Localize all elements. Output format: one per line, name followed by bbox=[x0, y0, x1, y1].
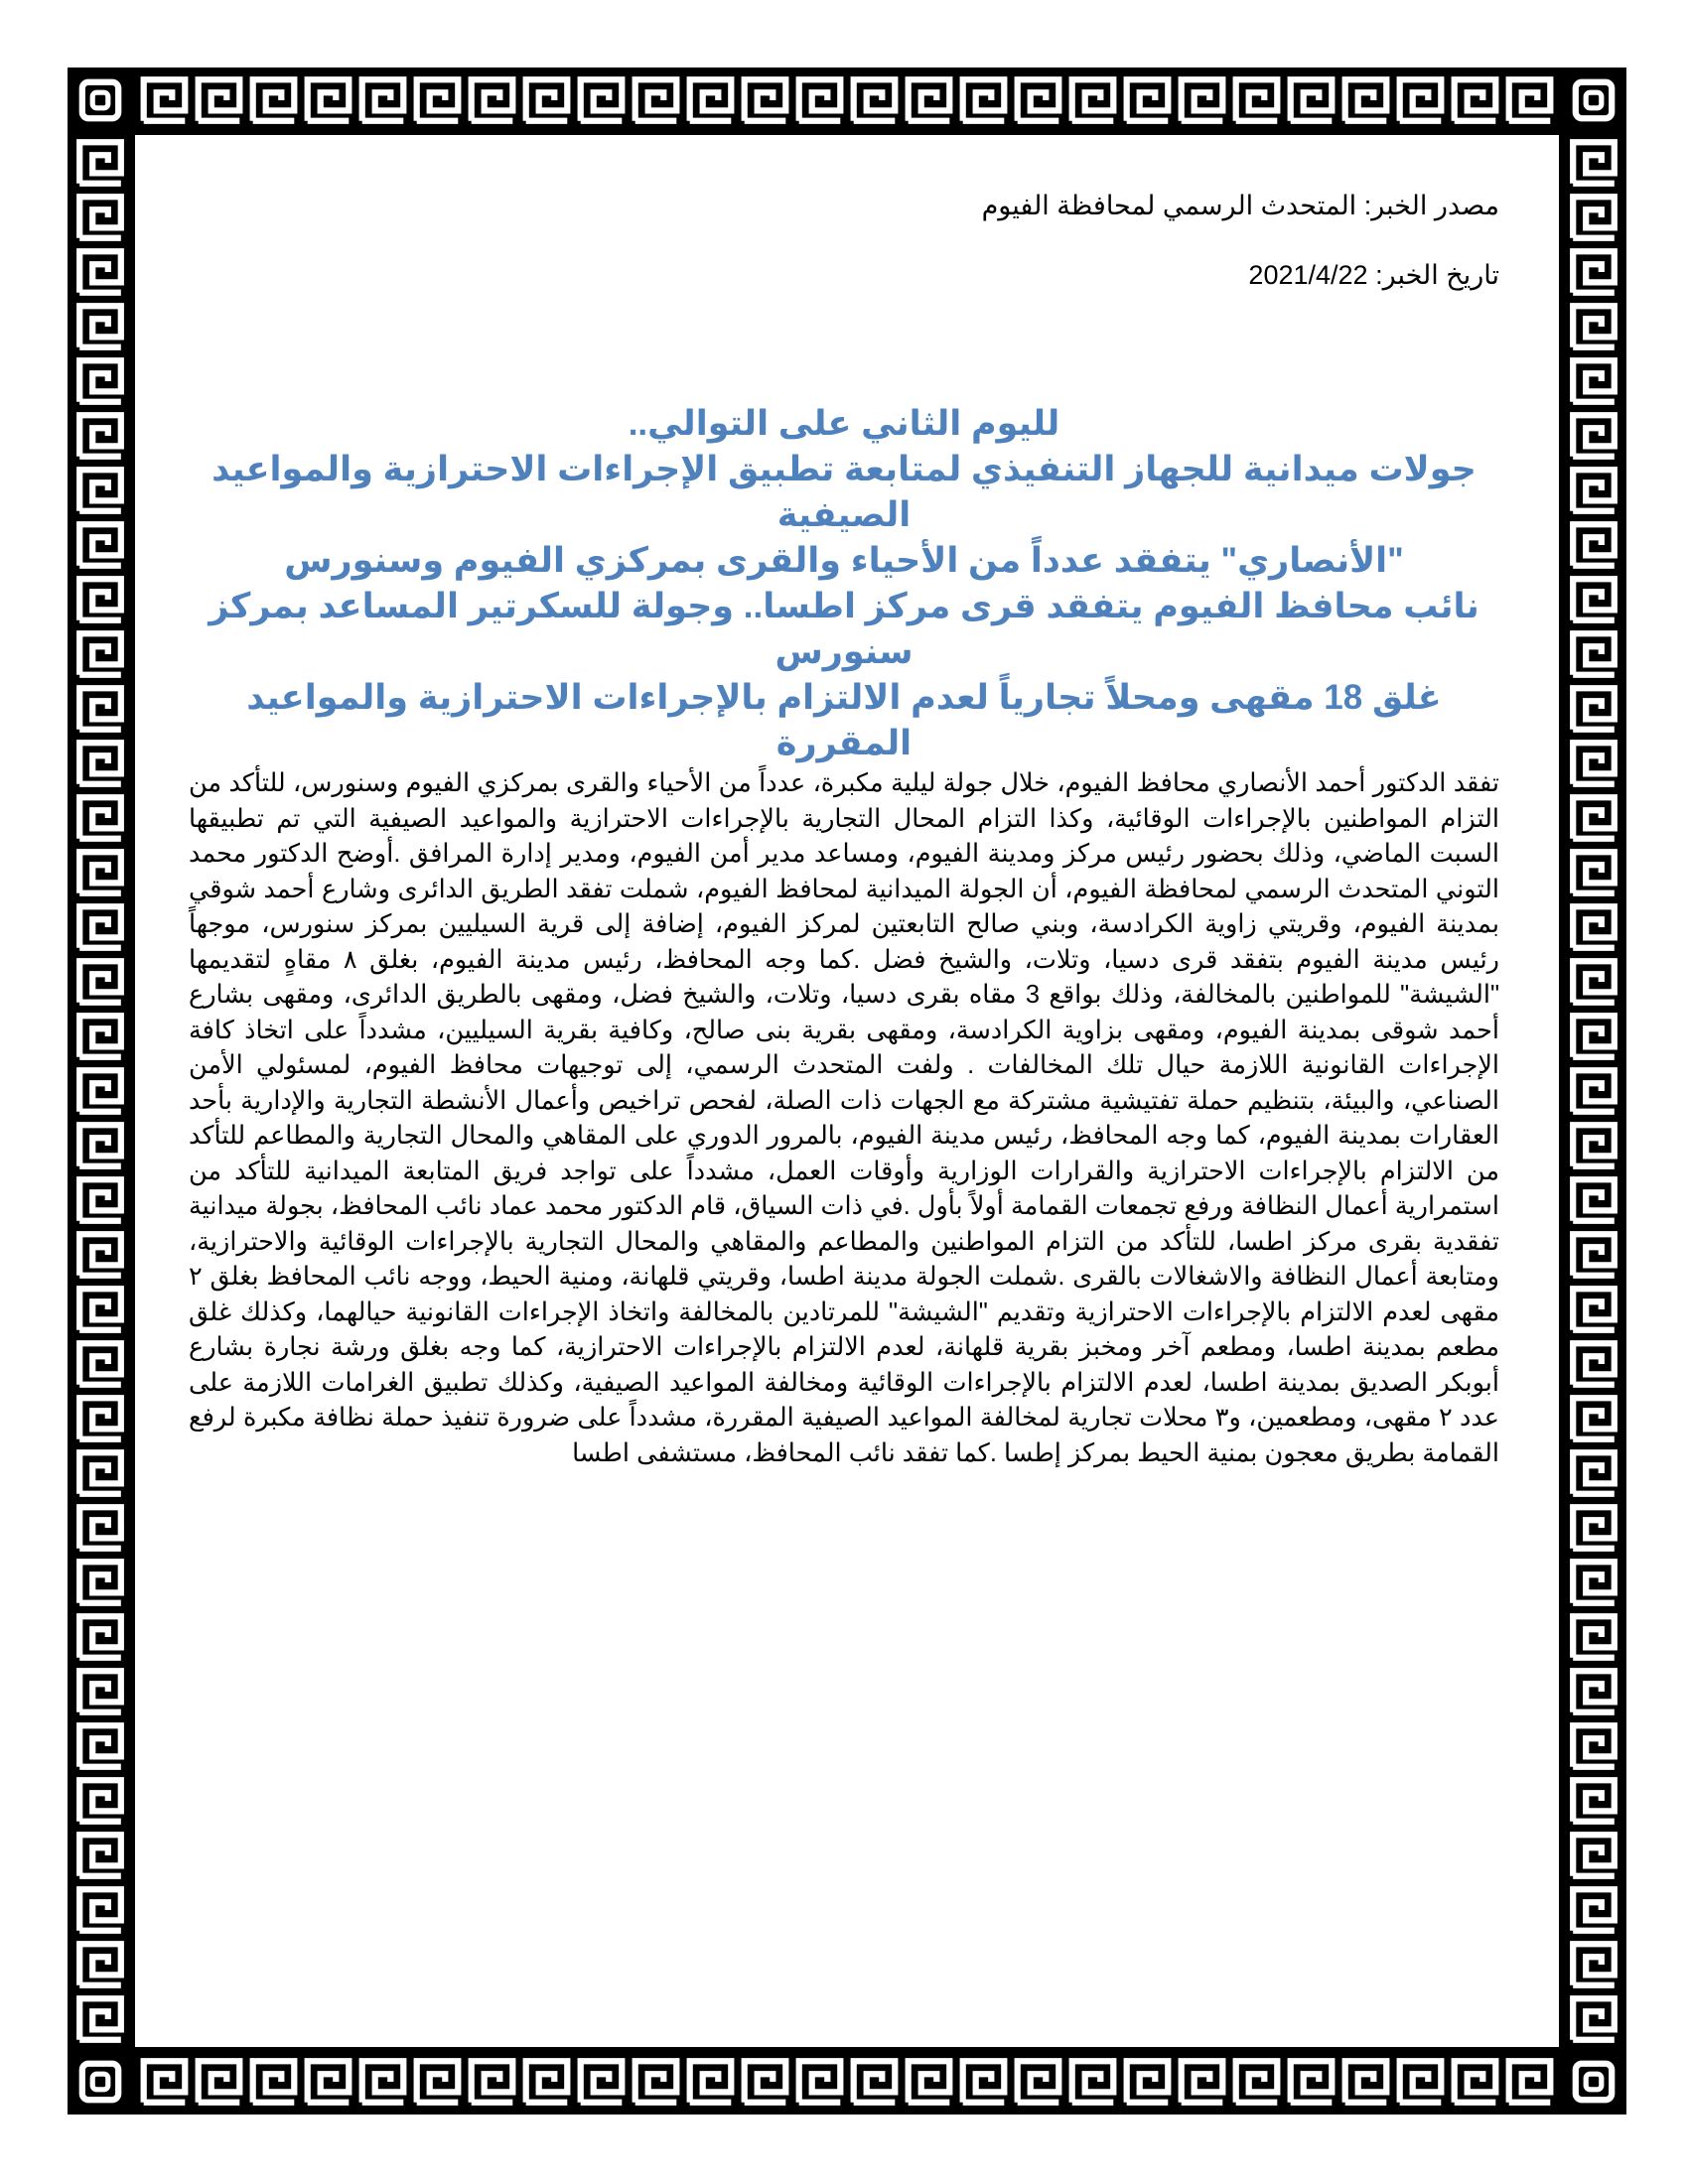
border-tile-top bbox=[1455, 79, 1496, 121]
border-tile-left bbox=[79, 1016, 121, 1057]
border-tile-left bbox=[79, 1835, 121, 1876]
border-tile-top bbox=[854, 79, 896, 121]
border-tile-bottom bbox=[253, 2061, 295, 2103]
border-tile-left bbox=[79, 1507, 121, 1549]
border-tile-bottom bbox=[745, 2061, 786, 2103]
border-tile-right bbox=[1573, 360, 1615, 402]
border-tile-bottom bbox=[472, 2061, 513, 2103]
border-tile-right bbox=[1573, 1671, 1615, 1712]
border-tile-bottom bbox=[1455, 2061, 1496, 2103]
border-tile-top bbox=[1509, 79, 1551, 121]
border-tile-right bbox=[1573, 1944, 1615, 1985]
border-tile-right bbox=[1573, 1616, 1615, 1658]
border-tile-left bbox=[79, 524, 121, 566]
border-tile-bottom bbox=[1182, 2061, 1223, 2103]
border-tile-bottom bbox=[690, 2061, 732, 2103]
border-tile-right bbox=[1573, 1562, 1615, 1603]
border-tile-right bbox=[1573, 524, 1615, 566]
border-tile-right bbox=[1573, 1507, 1615, 1549]
border-tile-right bbox=[1573, 906, 1615, 948]
border-tile-top bbox=[362, 79, 404, 121]
border-tile-right bbox=[1573, 1289, 1615, 1330]
border-tile-bottom bbox=[1509, 2061, 1551, 2103]
border-tile-top bbox=[690, 79, 732, 121]
border-tile-bottom bbox=[1127, 2061, 1169, 2103]
border-tile-top bbox=[199, 79, 240, 121]
border-tile-left bbox=[79, 1889, 121, 1931]
document-content bbox=[189, 189, 1499, 1471]
border-tile-bottom bbox=[581, 2061, 623, 2103]
border-tile-right bbox=[1573, 470, 1615, 511]
headline-2: جولات ميدانية للجهاز التنفيذي لمتابعة تطبيق الإجراءات الاحترازية والمواعيد الصيفية bbox=[211, 450, 1477, 534]
border-tile-right bbox=[1573, 1725, 1615, 1767]
border-tile-left bbox=[79, 579, 121, 620]
border-tile-bottom bbox=[1400, 2061, 1442, 2103]
border-tile-top bbox=[1236, 79, 1278, 121]
border-tile-top bbox=[581, 79, 623, 121]
border-tile-left bbox=[79, 1289, 121, 1330]
news-date-label: تاريخ الخبر: bbox=[1375, 260, 1499, 290]
border-tile-top bbox=[1018, 79, 1059, 121]
border-tile-left bbox=[79, 906, 121, 948]
news-source-label: مصدر الخبر: bbox=[1363, 191, 1499, 220]
border-tile-top bbox=[1072, 79, 1114, 121]
border-tile-top bbox=[1291, 79, 1333, 121]
border-tile-top bbox=[745, 79, 786, 121]
border-tile-left bbox=[79, 688, 121, 730]
border-tile-top bbox=[1400, 79, 1442, 121]
border-tile-bottom bbox=[1291, 2061, 1333, 2103]
border-tile-left bbox=[79, 360, 121, 402]
border-tile-right bbox=[1573, 1179, 1615, 1221]
border-tile-right bbox=[1573, 1835, 1615, 1876]
border-tile-left bbox=[79, 470, 121, 511]
border-tile-bottom bbox=[963, 2061, 1005, 2103]
border-tile-top bbox=[526, 79, 568, 121]
border-tile-bottom bbox=[199, 2061, 240, 2103]
border-tile-bottom bbox=[308, 2061, 350, 2103]
border-tile-top bbox=[799, 79, 841, 121]
border-tile-top bbox=[963, 79, 1005, 121]
border-tile-top bbox=[253, 79, 295, 121]
article-body: تفقد الدكتور أحمد الأنصاري محافظ الفيوم، خلال جولة ليلية مكبرة، عدداً من الأحياء والقرى بمركزي الفيوم وسنورس، للتأكد من التزام المواطنين بالإجراءات الوقائية، وكذا التزام المحال التجارية بالإجراءات الاحترازية والمواعيد الصيفية التي تم تطبيقها السبت الماضي، وذلك بحضور رئيس مركز ومدينة الفيوم، ومساعد مدير أمن الفيوم، ومدير إدارة المرافق .أوضح الدكتور محمد التوني المتحدث الرسمي لمحافظة الفيوم، أن الجولة الميدانية لمحافظ الفيوم، شملت تفقد الطريق الدائرى وشارع أحمد شوقي بمدينة الفيوم، وقريتي زاوية الكرادسة، وبني صالح التابعتين لمركز الفيوم، إضافة إلى قرية السيليين بمركز سنورس، موجهاً رئيس مدينة الفيوم بتفقد قرى دسيا، وتلات، والشيخ فضل .كما وجه المحافظ، رئيس مدينة الفيوم، بغلق ٨ مقاهٍ لتقديمها "الشيشة" للمواطنين بالمخالفة، وذلك بواقع 3 مقاه بقرى دسيا، وتلات، والشيخ فضل، ومقهى بالطريق الدائرى، ومقهى بشارع أحمد شوقى بمدينة الفيوم، ومقهى بزاوية الكرادسة، ومقهى بقرية بنى صالح، وكافية بقرية السيليين، مشدداً على اتخاذ كافة الإجراءات القانونية اللازمة حيال تلك المخالفات . ولفت المتحدث الرسمي، إلى توجيهات محافظ الفيوم، لمسئولي الأمن الصناعي، والبيئة، بتنظيم حملة تفتيشية مشتركة مع الجهات ذات الصلة، لفحص تراخيص وأعمال الأنشطة التجارية والإدارية بأحد العقارات بمدينة الفيوم، كما وجه المحافظ، رئيس مدينة الفيوم، بالمرور الدوري على المقاهي والمحال التجارية والمطاعم للتأكد من الالتزام بالإجراءات الاحترازية والقرارات الوزارية وأوقات العمل، مشدداً على تواجد فريق المتابعة الميدانية للتأكد من استمرارية أعمال النظافة ورفع تجمعات القمامة أولاً بأول .في ذات السياق، قام الدكتور محمد عماد نائب المحافظ، بجولة ميدانية تفقدية بقرى مركز اطسا، للتأكد من التزام المواطنين والمطاعم والمقاهي والمحال التجارية بالإجراءات الوقائية والاحترازية، ومتابعة أعمال النظافة والاشغالات بالقرى .شملت الجولة مدينة اطسا، وقريتي قلهانة، ومنية الحيط، ووجه نائب المحافظ بغلق ٢ مقهى لعدم الالتزام بالإجراءات الاحترازية وتقديم "الشيشة" للمرتادين بالمخالفة واتخاذ الإجراءات القانونية حيالهما، وكذلك غلق مطعم بمدينة اطسا، ومطعم آخر ومخبز بقرية قلهانة، لعدم الالتزام بالإجراءات الاحترازية، كما وجه بغلق ورشة نجارة بشارع أبوبكر الصديق بمدينة اطسا، لعدم الالتزام بالإجراءات الوقائية ومخالفة المواعيد الصيفية، وكذلك تطبيق الغرامات اللازمة على عدد ٢ مقهى، ومطعمين، و٣ محلات تجارية لمخالفة المواعيد الصيفية المقررة، مشدداً على ضرورة تنفيذ حملة نظافة مكبرة لرفع القمامة بطريق معجون بمنية الحيط بمركز إطسا .كما تفقد نائب المحافظ، مستشفى اطسا bbox=[189, 769, 1499, 1467]
border-tile-left bbox=[79, 1125, 121, 1166]
border-tile-left bbox=[79, 306, 121, 347]
border-tile-left bbox=[79, 633, 121, 675]
border-tile-left bbox=[79, 1998, 121, 2040]
border-tile-right bbox=[1573, 743, 1615, 784]
border-tile-right bbox=[1573, 1452, 1615, 1494]
headline-4: نائب محافظ الفيوم يتفقد قرى مركز اطسا.. وجولة للسكرتير المساعد بمركز سنورس bbox=[209, 587, 1479, 671]
border-tile-left bbox=[79, 415, 121, 457]
border-tile-right bbox=[1573, 1889, 1615, 1931]
border-tile-right bbox=[1573, 197, 1615, 238]
border-tile-bottom bbox=[1345, 2061, 1387, 2103]
corner-ornament-tl bbox=[82, 82, 118, 118]
border-tile-left bbox=[79, 1725, 121, 1767]
border-tile-right bbox=[1573, 579, 1615, 620]
border-tile-right bbox=[1573, 1998, 1615, 2040]
corner-ornament-br bbox=[1576, 2064, 1612, 2100]
border-tile-top bbox=[417, 79, 459, 121]
border-tile-bottom bbox=[854, 2061, 896, 2103]
border-tile-left bbox=[79, 852, 121, 893]
border-tile-top bbox=[308, 79, 350, 121]
border-tile-left bbox=[79, 961, 121, 1003]
border-tile-right bbox=[1573, 1016, 1615, 1057]
border-tile-top bbox=[1127, 79, 1169, 121]
border-tile-right bbox=[1573, 142, 1615, 184]
border-tile-right bbox=[1573, 1125, 1615, 1166]
border-tile-bottom bbox=[635, 2061, 677, 2103]
border-tile-left bbox=[79, 1343, 121, 1385]
border-tile-bottom bbox=[417, 2061, 459, 2103]
headline-5: غلق 18 مقهى ومحلاً تجارياً لعدم الالتزام بالإجراءات الاحترازية والمواعيد المقررة bbox=[246, 678, 1442, 762]
border-tile-right bbox=[1573, 251, 1615, 293]
corner-ornament-tr bbox=[1576, 82, 1612, 118]
border-tile-bottom bbox=[144, 2061, 186, 2103]
headline-3: "الأنصاري" يتفقد عدداً من الأحياء والقرى بمركزي الفيوم وسنورس bbox=[284, 541, 1404, 580]
border-tile-left bbox=[79, 1398, 121, 1439]
border-tile-bottom bbox=[1236, 2061, 1278, 2103]
border-tile-right bbox=[1573, 797, 1615, 839]
border-tile-right bbox=[1573, 415, 1615, 457]
border-tile-top bbox=[1345, 79, 1387, 121]
border-tile-left bbox=[79, 1070, 121, 1112]
border-tile-top bbox=[909, 79, 950, 121]
border-tile-right bbox=[1573, 688, 1615, 730]
border-tile-left bbox=[79, 142, 121, 184]
news-date-value: 2021/4/22 bbox=[1248, 260, 1368, 290]
border-tile-left bbox=[79, 1616, 121, 1658]
border-tile-right bbox=[1573, 306, 1615, 347]
border-tile-bottom bbox=[526, 2061, 568, 2103]
border-tile-top bbox=[472, 79, 513, 121]
border-tile-right bbox=[1573, 633, 1615, 675]
headline-1: لليوم الثاني على التوالي.. bbox=[628, 404, 1060, 443]
border-tile-left bbox=[79, 797, 121, 839]
border-tile-left bbox=[79, 197, 121, 238]
headline-block bbox=[189, 401, 1499, 766]
border-tile-left bbox=[79, 1452, 121, 1494]
border-tile-bottom bbox=[362, 2061, 404, 2103]
border-tile-right bbox=[1573, 1343, 1615, 1385]
news-source bbox=[189, 189, 1499, 222]
border-tile-right bbox=[1573, 961, 1615, 1003]
border-tile-left bbox=[79, 1944, 121, 1985]
border-tile-right bbox=[1573, 1234, 1615, 1276]
news-source-value: المتحدث الرسمي لمحافظة الفيوم bbox=[981, 191, 1357, 220]
border-tile-bottom bbox=[799, 2061, 841, 2103]
border-tile-right bbox=[1573, 1398, 1615, 1439]
corner-ornament-bl bbox=[82, 2064, 118, 2100]
border-tile-top bbox=[1182, 79, 1223, 121]
news-date bbox=[189, 258, 1499, 292]
border-tile-right bbox=[1573, 852, 1615, 893]
border-tile-top bbox=[144, 79, 186, 121]
border-tile-left bbox=[79, 1179, 121, 1221]
border-tile-right bbox=[1573, 1780, 1615, 1822]
border-tile-left bbox=[79, 1780, 121, 1822]
border-tile-right bbox=[1573, 1070, 1615, 1112]
border-tile-left bbox=[79, 1234, 121, 1276]
border-tile-bottom bbox=[909, 2061, 950, 2103]
border-tile-bottom bbox=[1072, 2061, 1114, 2103]
border-tile-top bbox=[635, 79, 677, 121]
border-tile-left bbox=[79, 1562, 121, 1603]
border-tile-left bbox=[79, 743, 121, 784]
border-tile-left bbox=[79, 251, 121, 293]
border-tile-bottom bbox=[1018, 2061, 1059, 2103]
border-tile-left bbox=[79, 1671, 121, 1712]
